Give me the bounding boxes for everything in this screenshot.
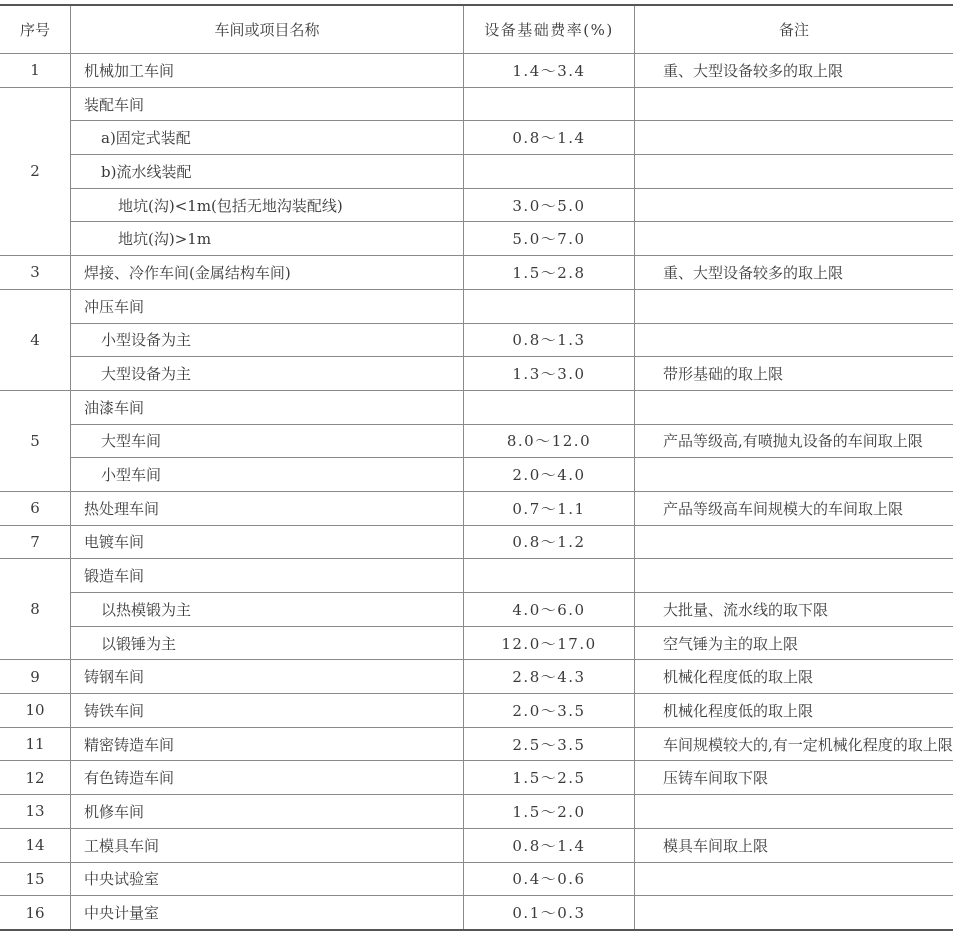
table-row (0, 862, 953, 896)
foundation-rate: 0.8～1.4 (464, 121, 635, 155)
table-row (0, 491, 953, 525)
header-no: 序号 (0, 5, 71, 54)
remark (635, 525, 953, 559)
remark (635, 862, 953, 896)
table-row (0, 155, 953, 189)
workshop-name: 有色铸造车间 (71, 761, 464, 795)
foundation-rate: 1.3～3.0 (464, 357, 635, 391)
row-number: 3 (0, 256, 71, 290)
workshop-name: 机修车间 (71, 795, 464, 829)
row-number: 2 (0, 87, 71, 255)
foundation-rate (464, 559, 635, 593)
workshop-name: 热处理车间 (71, 491, 464, 525)
foundation-rate: 8.0～12.0 (464, 424, 635, 458)
remark: 压铸车间取下限 (635, 761, 953, 795)
foundation-rate (464, 289, 635, 323)
table-row (0, 525, 953, 559)
table-row (0, 828, 953, 862)
remark (635, 222, 953, 256)
remark (635, 795, 953, 829)
foundation-rate: 12.0～17.0 (464, 626, 635, 660)
foundation-rate: 0.8～1.2 (464, 525, 635, 559)
foundation-rate: 2.5～3.5 (464, 727, 635, 761)
table-row (0, 54, 953, 88)
row-number: 9 (0, 660, 71, 694)
foundation-rate: 0.8～1.3 (464, 323, 635, 357)
foundation-rate: 4.0～6.0 (464, 593, 635, 627)
foundation-rate: 5.0～7.0 (464, 222, 635, 256)
remark: 带形基础的取上限 (635, 357, 953, 391)
remark: 重、大型设备较多的取上限 (635, 54, 953, 88)
foundation-rate: 0.4～0.6 (464, 862, 635, 896)
row-number: 5 (0, 390, 71, 491)
foundation-rate: 0.8～1.4 (464, 828, 635, 862)
table-row (0, 559, 953, 593)
workshop-name: 中央计量室 (71, 896, 464, 930)
table-row (0, 660, 953, 694)
workshop-name: 地坑(沟)<1m(包括无地沟装配线) (71, 188, 464, 222)
workshop-name: 工模具车间 (71, 828, 464, 862)
header-row (0, 5, 953, 54)
foundation-rate (464, 87, 635, 121)
row-number: 16 (0, 896, 71, 930)
header-name: 车间或项目名称 (71, 5, 464, 54)
remark (635, 289, 953, 323)
table-row (0, 357, 953, 391)
table-row (0, 289, 953, 323)
row-number: 1 (0, 54, 71, 88)
row-number: 8 (0, 559, 71, 660)
remark (635, 323, 953, 357)
row-number: 15 (0, 862, 71, 896)
foundation-rate: 0.1～0.3 (464, 896, 635, 930)
table-row (0, 458, 953, 492)
remark: 机械化程度低的取上限 (635, 660, 953, 694)
workshop-name: 以热模锻为主 (71, 593, 464, 627)
header-rate: 设备基础费率(%) (464, 5, 635, 54)
foundation-rate (464, 155, 635, 189)
remark: 模具车间取上限 (635, 828, 953, 862)
workshop-name: 电镀车间 (71, 525, 464, 559)
table-row (0, 323, 953, 357)
foundation-rate: 1.5～2.5 (464, 761, 635, 795)
workshop-name: 锻造车间 (71, 559, 464, 593)
remark (635, 87, 953, 121)
workshop-name: 冲压车间 (71, 289, 464, 323)
row-number: 11 (0, 727, 71, 761)
foundation-rate: 2.0～3.5 (464, 694, 635, 728)
workshop-name: 以锻锤为主 (71, 626, 464, 660)
table-row (0, 593, 953, 627)
foundation-rate (464, 390, 635, 424)
row-number: 14 (0, 828, 71, 862)
remark: 空气锤为主的取上限 (635, 626, 953, 660)
workshop-name: 焊接、冷作车间(金属结构车间) (71, 256, 464, 290)
row-number: 10 (0, 694, 71, 728)
row-number: 7 (0, 525, 71, 559)
foundation-rate: 1.5～2.8 (464, 256, 635, 290)
table-row (0, 222, 953, 256)
remark: 产品等级高车间规模大的车间取上限 (635, 491, 953, 525)
foundation-rate: 1.5～2.0 (464, 795, 635, 829)
workshop-name: 大型车间 (71, 424, 464, 458)
remark (635, 390, 953, 424)
workshop-name: 机械加工车间 (71, 54, 464, 88)
workshop-name: 大型设备为主 (71, 357, 464, 391)
workshop-name: 地坑(沟)>1m (71, 222, 464, 256)
workshop-name: 油漆车间 (71, 390, 464, 424)
table-row (0, 256, 953, 290)
remark: 机械化程度低的取上限 (635, 694, 953, 728)
workshop-name: 小型设备为主 (71, 323, 464, 357)
table-row (0, 727, 953, 761)
remark: 大批量、流水线的取下限 (635, 593, 953, 627)
foundation-rate: 1.4～3.4 (464, 54, 635, 88)
workshop-name: 装配车间 (71, 87, 464, 121)
row-number: 4 (0, 289, 71, 390)
remark (635, 121, 953, 155)
remark: 重、大型设备较多的取上限 (635, 256, 953, 290)
foundation-rate: 2.0～4.0 (464, 458, 635, 492)
foundation-rate: 2.8～4.3 (464, 660, 635, 694)
remark (635, 155, 953, 189)
row-number: 6 (0, 491, 71, 525)
foundation-rate: 3.0～5.0 (464, 188, 635, 222)
workshop-name: 中央试验室 (71, 862, 464, 896)
workshop-name: 精密铸造车间 (71, 727, 464, 761)
table-row (0, 694, 953, 728)
foundation-rate: 0.7～1.1 (464, 491, 635, 525)
table-row (0, 188, 953, 222)
workshop-name: b)流水线装配 (71, 155, 464, 189)
remark (635, 458, 953, 492)
remark (635, 188, 953, 222)
table-row (0, 424, 953, 458)
table-row (0, 121, 953, 155)
table-body (0, 54, 953, 930)
row-number: 12 (0, 761, 71, 795)
table-row (0, 896, 953, 930)
table-row (0, 390, 953, 424)
workshop-name: 铸铁车间 (71, 694, 464, 728)
equipment-foundation-rate-table (0, 4, 953, 931)
table-row (0, 795, 953, 829)
remark: 产品等级高,有喷抛丸设备的车间取上限 (635, 424, 953, 458)
workshop-name: a)固定式装配 (71, 121, 464, 155)
remark (635, 896, 953, 930)
header-note: 备注 (635, 5, 953, 54)
workshop-name: 小型车间 (71, 458, 464, 492)
remark (635, 559, 953, 593)
table-row (0, 87, 953, 121)
remark: 车间规模较大的,有一定机械化程度的取上限 (635, 727, 953, 761)
table-row (0, 761, 953, 795)
workshop-name: 铸钢车间 (71, 660, 464, 694)
row-number: 13 (0, 795, 71, 829)
table-row (0, 626, 953, 660)
